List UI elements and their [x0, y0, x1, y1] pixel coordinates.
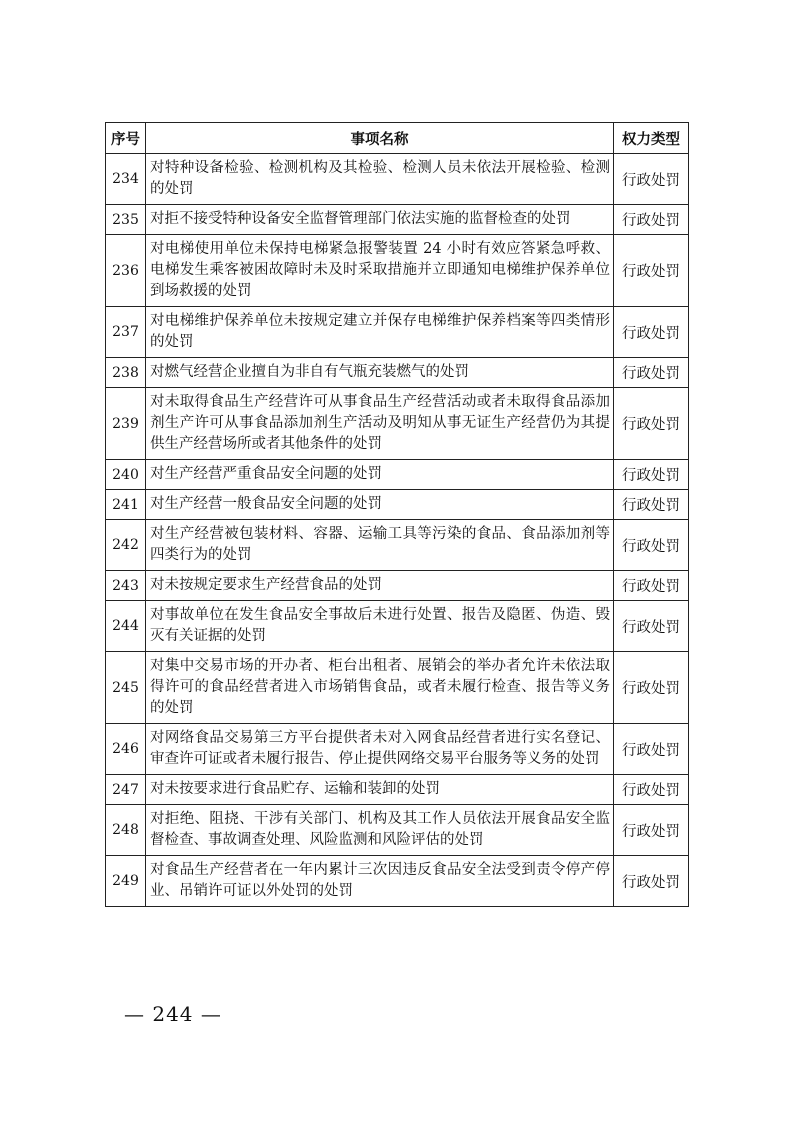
table-row	[106, 775, 689, 805]
row-name: 对生产经营一般食品安全问题的处罚	[146, 490, 614, 520]
row-type: 行政处罚	[614, 805, 689, 856]
table-row	[106, 235, 689, 307]
row-no: 237	[106, 307, 146, 358]
row-type: 行政处罚	[614, 235, 689, 307]
row-type: 行政处罚	[614, 571, 689, 601]
table-row	[106, 601, 689, 652]
row-no: 241	[106, 490, 146, 520]
row-type: 行政处罚	[614, 520, 689, 571]
table-row	[106, 520, 689, 571]
table-row	[106, 805, 689, 856]
row-type: 行政处罚	[614, 388, 689, 460]
row-type: 行政处罚	[614, 724, 689, 775]
row-no: 243	[106, 571, 146, 601]
row-type: 行政处罚	[614, 652, 689, 724]
row-no: 242	[106, 520, 146, 571]
table-row	[106, 856, 689, 907]
table-row	[106, 652, 689, 724]
row-no: 238	[106, 358, 146, 388]
row-name: 对未按要求进行食品贮存、运输和装卸的处罚	[146, 775, 614, 805]
row-name: 对生产经营严重食品安全问题的处罚	[146, 460, 614, 490]
table-row	[106, 205, 689, 235]
row-no: 234	[106, 154, 146, 205]
table-row	[106, 388, 689, 460]
row-no: 236	[106, 235, 146, 307]
row-no: 246	[106, 724, 146, 775]
row-type: 行政处罚	[614, 601, 689, 652]
row-type: 行政处罚	[614, 460, 689, 490]
row-name: 对燃气经营企业擅自为非自有气瓶充装燃气的处罚	[146, 358, 614, 388]
table-row	[106, 724, 689, 775]
row-name: 对电梯使用单位未保持电梯紧急报警装置 24 小时有效应答紧急呼救、电梯发生乘客被困故障时未及时采取措施并立即通知电梯维护保养单位到场救援的处罚	[146, 235, 614, 307]
header-no: 序号	[106, 123, 146, 154]
row-type: 行政处罚	[614, 307, 689, 358]
power-list-table	[105, 122, 689, 907]
table-row	[106, 490, 689, 520]
table-row	[106, 358, 689, 388]
row-no: 239	[106, 388, 146, 460]
row-name: 对特种设备检验、检测机构及其检验、检测人员未依法开展检验、检测的处罚	[146, 154, 614, 205]
row-name: 对未按规定要求生产经营食品的处罚	[146, 571, 614, 601]
header-type: 权力类型	[614, 123, 689, 154]
row-name: 对事故单位在发生食品安全事故后未进行处置、报告及隐匿、伪造、毁灭有关证据的处罚	[146, 601, 614, 652]
row-type: 行政处罚	[614, 856, 689, 907]
row-no: 245	[106, 652, 146, 724]
row-type: 行政处罚	[614, 154, 689, 205]
row-name: 对集中交易市场的开办者、柜台出租者、展销会的举办者允许未依法取得许可的食品经营者进入市场销售食品，或者未履行检查、报告等义务的处罚	[146, 652, 614, 724]
row-type: 行政处罚	[614, 358, 689, 388]
table-row	[106, 154, 689, 205]
row-no: 247	[106, 775, 146, 805]
row-name: 对未取得食品生产经营许可从事食品生产经营活动或者未取得食品添加剂生产许可从事食品添加剂生产活动及明知从事无证生产经营仍为其提供生产经营场所或者其他条件的处罚	[146, 388, 614, 460]
row-name: 对拒绝、阻挠、干涉有关部门、机构及其工作人员依法开展食品安全监督检查、事故调查处理、风险监测和风险评估的处罚	[146, 805, 614, 856]
row-name: 对食品生产经营者在一年内累计三次因违反食品安全法受到责令停产停业、吊销许可证以外处罚的处罚	[146, 856, 614, 907]
table-row	[106, 460, 689, 490]
row-type: 行政处罚	[614, 490, 689, 520]
table-row	[106, 571, 689, 601]
row-name: 对生产经营被包装材料、容器、运输工具等污染的食品、食品添加剂等四类行为的处罚	[146, 520, 614, 571]
page-number: — 244 —	[124, 1002, 222, 1026]
row-type: 行政处罚	[614, 775, 689, 805]
header-name: 事项名称	[146, 123, 614, 154]
row-name: 对拒不接受特种设备安全监督管理部门依法实施的监督检查的处罚	[146, 205, 614, 235]
row-no: 240	[106, 460, 146, 490]
row-name: 对网络食品交易第三方平台提供者未对入网食品经营者进行实名登记、审查许可证或者未履行报告、停止提供网络交易平台服务等义务的处罚	[146, 724, 614, 775]
row-no: 244	[106, 601, 146, 652]
row-no: 235	[106, 205, 146, 235]
row-name: 对电梯维护保养单位未按规定建立并保存电梯维护保养档案等四类情形的处罚	[146, 307, 614, 358]
table-row	[106, 307, 689, 358]
table-header-row	[106, 123, 689, 154]
row-no: 248	[106, 805, 146, 856]
row-no: 249	[106, 856, 146, 907]
row-type: 行政处罚	[614, 205, 689, 235]
